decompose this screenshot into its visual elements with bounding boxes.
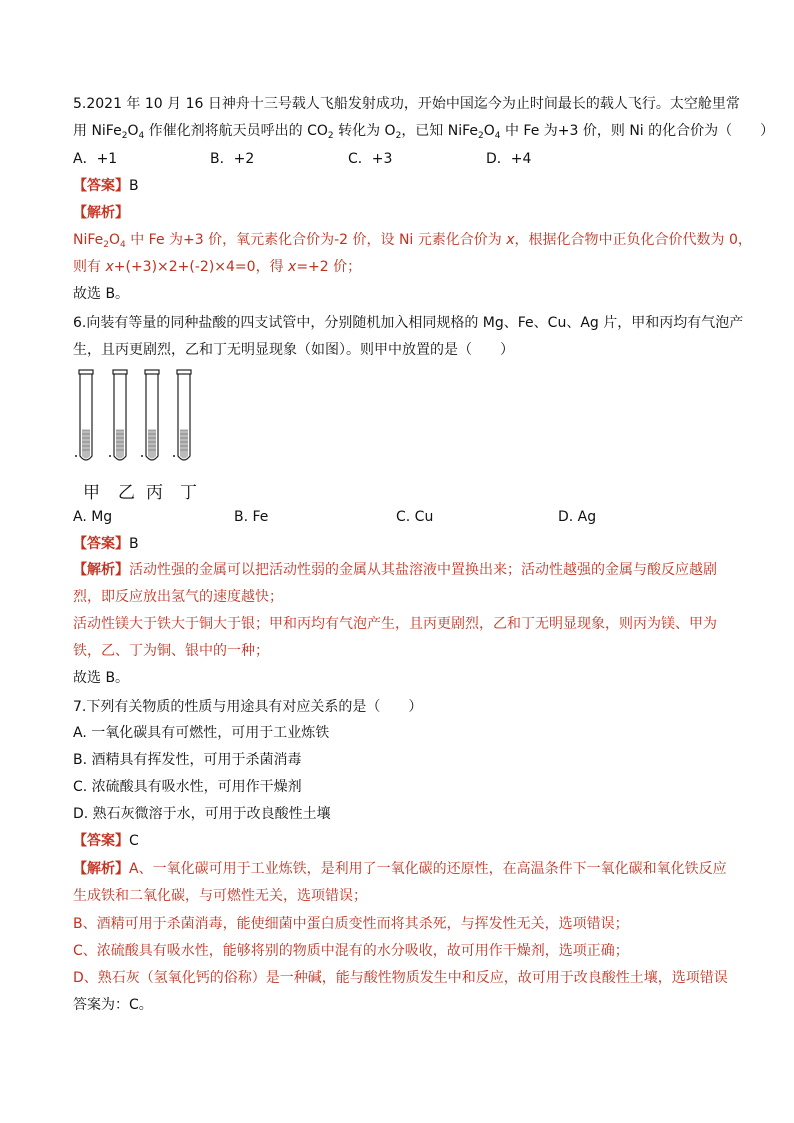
q5-conclusion: 故选 B。 [73,286,130,302]
q7-option-d[interactable]: D. 熟石灰微溶于水，可用于改良酸性土壤 [73,806,331,822]
q6-option-d[interactable]: D. Ag [558,509,597,525]
q5-analysis-label: 【解析】 [73,205,129,221]
q6-conclusion: 故选 B。 [73,670,130,686]
tube-label-jia: 甲 [83,483,100,503]
q6-option-a[interactable]: A. Mg [73,509,113,525]
q7-option-b[interactable]: B. 酒精具有挥发性，可用于杀菌消毒 [73,752,302,768]
test-tube-jia [79,370,93,460]
q5-analysis-line2: 则有 x+(+3)×2+(-2)×4=0，得 x=+2 价； [73,259,362,275]
q7-analysis-line3: B、酒精可用于杀菌消毒，能使细菌中蛋白质变性而将其杀死，与挥发性无关，选项错误； [73,916,629,932]
tube-label-ding: 丁 [180,483,197,503]
q5-stem-line2: 用 $NiFe_2O_4$ 作催化剂将航天员呼出的 $CO_2$ 转化为 $O_2$，已知 $NiFe_2O_4$ 中 Fe 为+3 价，则 Ni 的化合价为（ ） [73,123,775,141]
q5-option-a[interactable]: A．+1 [73,151,118,167]
test-tube-bing [145,370,159,460]
q5-option-c[interactable]: C．+3 [348,151,393,167]
answer-value: B [129,178,139,194]
q7-analysis-line4: C、浓硫酸具有吸水性，能够将别的物质中混有的水分吸收，故可用作干燥剂，选项正确； [73,943,629,959]
test-tubes-figure [73,368,203,468]
q5-option-b[interactable]: B．+2 [210,151,255,167]
q5-option-d[interactable]: D．+4 [486,151,532,167]
q6-analysis-line3: 活动性镁大于铁大于铜大于银；甲和丙均有气泡产生，且丙更剧烈，乙和丁无明显现象，则丙为镁、甲为 [73,616,717,632]
q6-analysis-line4: 铁，乙、丁为铜、银中的一种； [73,643,269,659]
q7-option-c[interactable]: C. 浓硫酸具有吸水性，可用作干燥剂 [73,779,302,795]
q7-stem: 7.下列有关物质的性质与用途具有对应关系的是（ ） [73,699,423,715]
q6-option-b[interactable]: B. Fe [234,509,269,525]
q7-analysis-line5: D、熟石灰（氢氧化钙的俗称）是一种碱，能与酸性物质发生中和反应，故可用于改良酸性土壤，选项错误 [73,970,728,986]
q5-answer [73,177,754,195]
q6-analysis-line2: 烈，即反应放出氢气的速度越快； [73,589,283,605]
q6-answer: 【答案】B [73,536,139,552]
q6-stem-line1: 6.向装有等量的同种盐酸的四支试管中，分别随机加入相同规格的 Mg、Fe、Cu、Ag 片，甲和丙均有气泡产 [73,315,744,331]
answer-label: 【答案】 [73,178,129,194]
tube-label-bing: 丙 [146,483,163,503]
q7-conclusion: 答案为：C。 [73,997,153,1013]
q6-analysis-line1: 【解析】活动性强的金属可以把活动性弱的金属从其盐溶液中置换出来；活动性越强的金属与酸反应越剧 [73,562,717,578]
q5-analysis-line1: $NiFe_2O_4$ 中 Fe 为+3 价，氧元素化合价为-2 价，设 Ni 元素化合价为 x，根据化合物中正负化合价代数为 0， [73,232,752,250]
test-tube-yi [113,370,127,460]
q7-analysis-line1: 【解析】A、一氧化碳可用于工业炼铁，是利用了一氧化碳的还原性，在高温条件下一氧化碳和氧化铁反应 [73,861,727,877]
q6-stem-line2: 生，且丙更剧烈，乙和丁无明显现象（如图）。则甲中放置的是（ ） [73,342,514,358]
test-tube-ding [177,370,191,460]
q7-analysis-line2: 生成铁和二氧化碳，与可燃性无关，选项错误； [73,888,367,904]
q5-stem-line1: 5.2021 年 10 月 16 日神舟十三号载人飞船发射成功，开始中国迄今为止时间最长的载人飞行。太空舱里常 [73,96,740,112]
q7-answer: 【答案】C [73,833,139,849]
q6-option-c[interactable]: C. Cu [396,509,434,525]
tube-label-yi: 乙 [118,483,135,503]
q7-option-a[interactable]: A. 一氧化碳具有可燃性，可用于工业炼铁 [73,725,330,741]
